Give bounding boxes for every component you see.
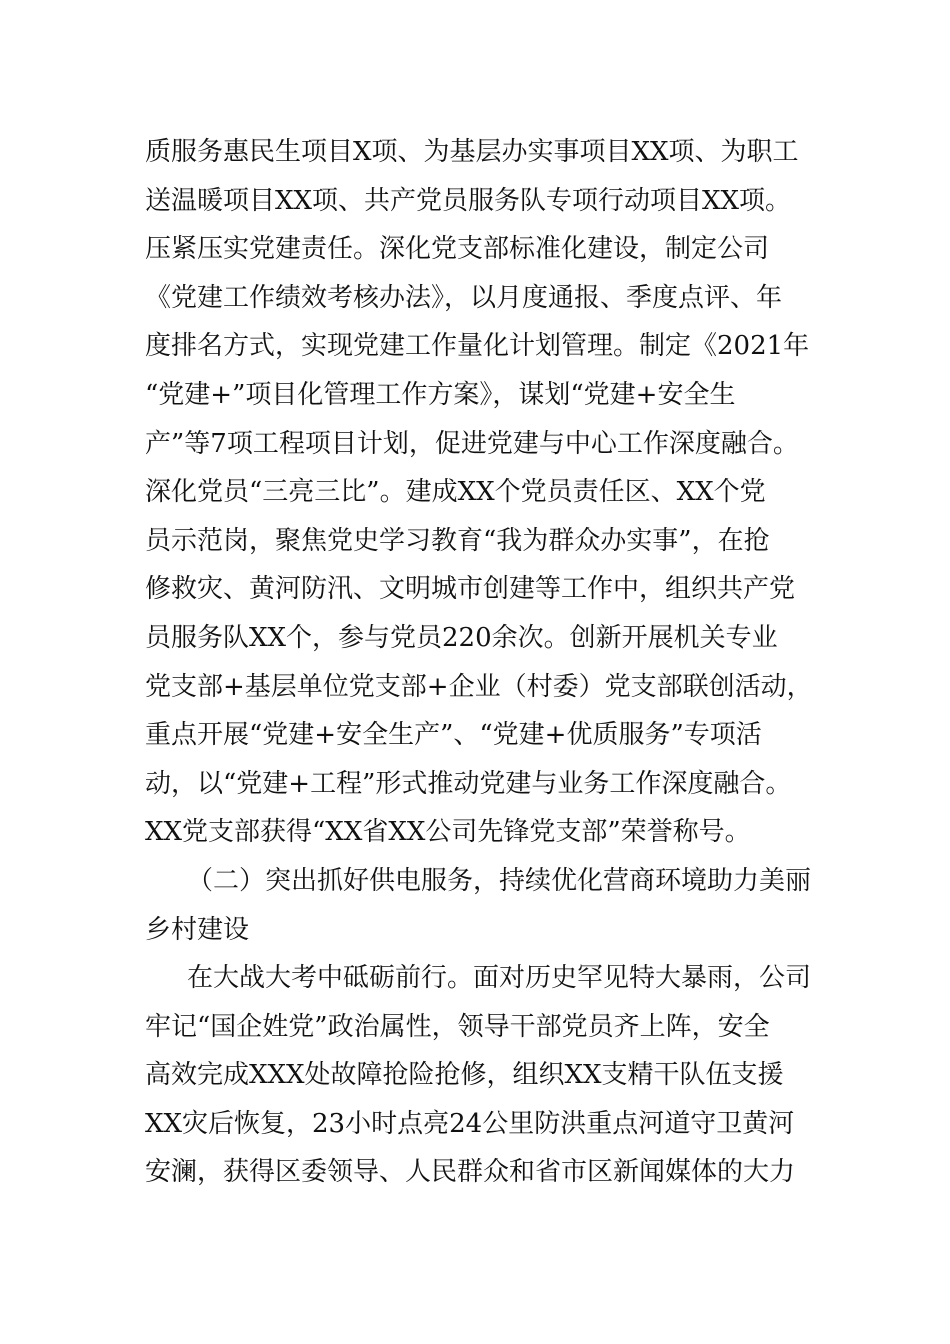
section-heading-line: 乡村建设 (145, 914, 250, 945)
text-line: XX党支部获得“XX省XX公司先锋党支部”荣誉称号。 (145, 817, 751, 848)
text-line: 党支部+基层单位党支部+企业（村委）党支部联创活动， (145, 671, 813, 702)
text-line: 安澜，获得区委领导、人民群众和省市区新闻媒体的大力 (145, 1157, 796, 1188)
text-line: 送温暖项目XX项、共产党员服务队专项行动项目XX项。 (145, 185, 792, 216)
text-line: 高效完成XXX处故障抢险抢修，组织XX支精干队伍支援 (145, 1060, 784, 1091)
text-line: 员服务队XX个，参与党员220余次。创新开展机关专业 (145, 622, 778, 653)
text-line: 《党建工作绩效考核办法》，以月度通报、季度点评、年 (145, 282, 783, 313)
text-line: 牢记“国企姓党”政治属性，领导干部党员齐上阵，安全 (145, 1011, 770, 1042)
body-text (145, 128, 815, 1197)
text-line: 产”等7项工程项目计划，促进党建与中心工作深度融合。 (145, 428, 799, 459)
text-line: 质服务惠民生项目X项、为基层办实事项目XX项、为职工 (145, 137, 799, 167)
text-line: 在大战大考中砥砺前行。面对历史罕见特大暴雨，公司 (187, 963, 812, 994)
text-line: 修救灾、黄河防汛、文明城市创建等工作中，组织共产党 (145, 574, 796, 605)
text-line: “党建+”项目化管理工作方案》，谋划“党建+安全生 (145, 379, 736, 410)
text-line: 动，以“党建+工程”形式推动党建与业务工作深度融合。 (145, 768, 792, 799)
text-line: 重点开展“党建+安全生产”、“党建+优质服务”专项活 (145, 720, 762, 751)
text-line: XX灾后恢复，23小时点亮24公里防洪重点河道守卫黄河 (145, 1108, 795, 1139)
text-line: 压紧压实党建责任。深化党支部标准化建设，制定公司 (145, 234, 770, 265)
text-line: 度排名方式，实现党建工作量化计划管理。制定《2021年 (145, 331, 810, 362)
text-line: 员示范岗，聚焦党史学习教育“我为群众办实事”，在抢 (145, 525, 770, 556)
text-line: 深化党员“三亮三比”。建成XX个党员责任区、XX个党 (145, 477, 766, 508)
section-heading-line: （二）突出抓好供电服务，持续优化营商环境助力美丽 (187, 865, 812, 896)
